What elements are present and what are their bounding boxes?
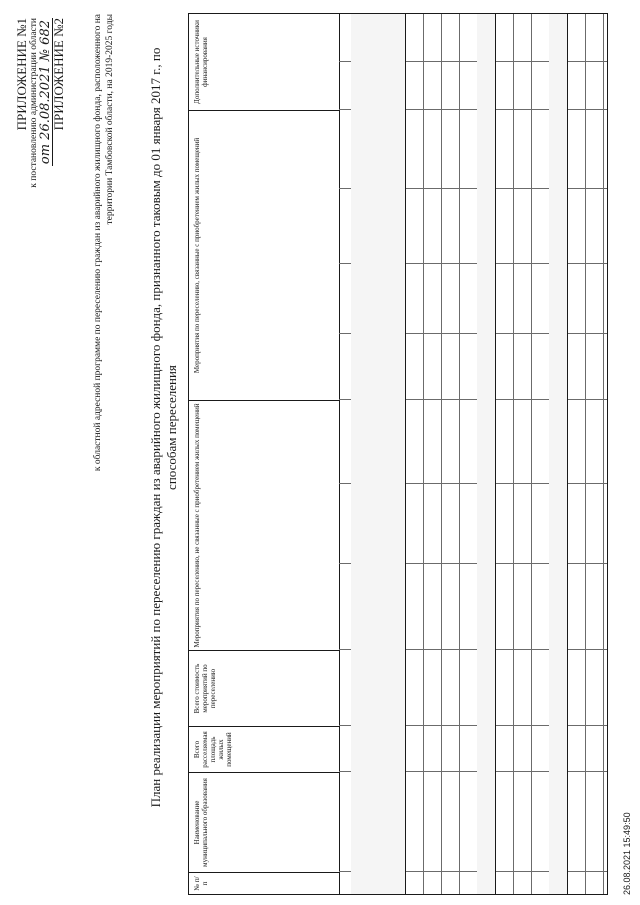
annex-date-handwritten: от 26.08.2021 № 682 xyxy=(38,20,53,165)
table-header xyxy=(189,14,340,894)
annex-number: ПРИЛОЖЕНИЕ №1 xyxy=(14,18,29,131)
table-row xyxy=(459,14,478,894)
annex-decree-ref: к постановлению администрации области xyxy=(29,18,39,188)
col-header-acquisition: Мероприятия по переселению, связанные с приобретением жилых помещений xyxy=(189,110,339,400)
table-row xyxy=(495,14,514,894)
annex-header xyxy=(16,18,65,348)
resettlement-table xyxy=(188,13,608,895)
table-row xyxy=(441,14,460,894)
table-row xyxy=(477,14,496,894)
table-row xyxy=(585,14,604,894)
table-body xyxy=(351,14,607,894)
table-row xyxy=(513,14,532,894)
col-header-total-cost: Всего стоимость мероприятий по переселению xyxy=(189,650,339,726)
print-timestamp: 26.08.2021 15:49:50 xyxy=(622,812,632,895)
table-row xyxy=(423,14,442,894)
annex-number-2: ПРИЛОЖЕНИЕ №2 xyxy=(51,18,66,131)
table-row xyxy=(567,14,586,894)
col-header-extra-funding: Дополнительные источники финансирования xyxy=(193,20,209,104)
table-row xyxy=(405,14,424,894)
col-header-municipality: Наименование муниципального образования xyxy=(189,772,339,872)
col-header-total-area: Всего расселяемая площадь жилых помещений xyxy=(189,726,339,772)
col-header-number: № п/п xyxy=(189,872,339,894)
table-row xyxy=(387,14,406,894)
program-reference: к областной адресной программе по переселению граждан из аварийного жилищного фонда, расположенного на территории Тамбовской области, на 2019-2025 годы xyxy=(93,14,115,472)
col-header-non-acquisition: Мероприятия по переселению, не связанные с приобретением жилых помещений xyxy=(189,400,339,650)
table-row xyxy=(531,14,550,894)
document-title: План реализации мероприятий по переселению граждан из аварийного жилищного фонда, признанного таковым до 01 января 2017 г., по способам переселения xyxy=(148,47,179,808)
table-row xyxy=(351,14,388,894)
table-row xyxy=(549,14,568,894)
